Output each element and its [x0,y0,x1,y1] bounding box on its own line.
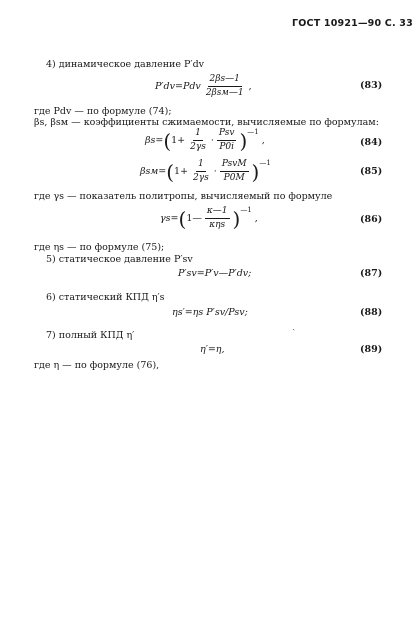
beta-description: βs, βsм — коэффициенты сжимаемости, вычисляемые по формулам: [34,117,379,128]
where-formula-74: где Pdv — по формуле (74); [34,106,172,117]
eq84-right-paren: ) [239,128,248,153]
eq86-right-paren: ) [232,206,241,231]
eq84-tail: , [261,135,265,146]
eq85-power: —1 [259,159,271,167]
eq83-numerator: 2βs—1 [208,74,242,87]
eq85-fraction-2 [220,159,249,184]
eq84-lhs: βs= [145,135,164,146]
where-formula-76: где η — по формуле (76), [34,360,160,371]
stray-mark: ˎ [292,320,296,331]
eq86-left-paren: ( [178,206,187,231]
eq85-fraction-1 [191,159,211,184]
eq-number-87: (87) [360,268,383,279]
eq85-dot: · [213,166,217,177]
eq84-num-2: Psv [217,128,237,141]
eq-number-86: (86) [360,214,383,225]
equation-87: P′sv=P′v—P′dv; [178,268,252,279]
eq-number-85: (85) [360,166,383,177]
eq-number-84: (84) [360,137,383,148]
eq84-num-1: 1 [193,128,203,141]
eq86-lhs: γs= [160,213,179,224]
gamma-description: где γs — показатель политропы, вычисляемый по формуле [34,191,333,202]
eq86-denominator: κηs [209,220,226,230]
where-formula-75: где ηs — по формуле (75); [34,242,165,253]
equation-86 [160,206,258,231]
item-5-static-pressure: 5) статическое давление P′sv [46,254,193,265]
eq86-tail: , [254,213,258,224]
eq84-den-2: P0i [219,142,235,152]
eq-number-88: (88) [360,307,383,318]
eq85-left-paren: ( [166,159,175,184]
eq86-power: —1 [240,206,252,214]
eq84-fraction-2 [217,128,237,153]
eq83-denominator: 2βsм—1 [205,88,244,98]
eq83-fraction [204,74,246,99]
eq85-right-paren: ) [251,159,260,184]
eq85-num-2: PsvM [220,159,249,172]
item-4-dynamic-pressure: 4) динамическое давление P′dv [46,59,205,70]
item-7-total-efficiency: 7) полный КПД η′ [46,330,135,341]
eq85-lhs: βsм= [140,166,167,177]
eq84-dot: · [210,135,214,146]
eq84-fraction-1 [188,128,208,153]
eq86-fraction [205,206,230,231]
equation-84 [145,128,265,153]
eq84-left-paren: ( [163,128,172,153]
item-6-static-efficiency: 6) статический КПД η′s [46,292,165,303]
eq86-one: 1— [186,213,202,224]
eq-number-89: (89) [360,344,383,355]
eq85-num-1: 1 [196,159,206,172]
eq85-den-2: P0M [223,173,245,183]
eq84-one: 1+ [171,135,186,146]
eq83-lhs: P′dv=Pdv [155,81,201,92]
equation-89: η′=η, [200,344,225,355]
equation-83 [155,74,252,99]
eq83-tail: , [248,81,252,92]
eq85-one: 1+ [174,166,189,177]
eq84-power: —1 [247,128,259,136]
eq86-numerator: κ—1 [205,206,230,219]
page-header: ГОСТ 10921—90 С. 33 [292,18,413,29]
equation-85 [140,159,271,184]
eq-number-83: (83) [360,80,383,91]
equation-88: ηs′=ηs P′sv/Psv; [172,307,248,318]
eq84-den-1: 2γs [190,142,206,152]
eq85-den-1: 2γs [193,173,209,183]
